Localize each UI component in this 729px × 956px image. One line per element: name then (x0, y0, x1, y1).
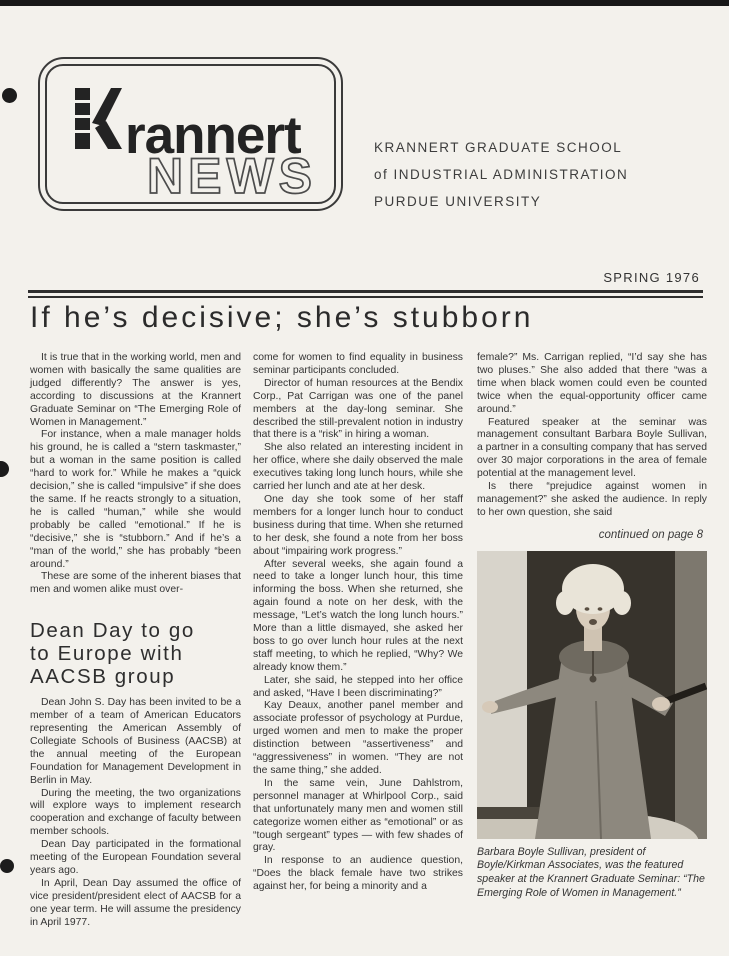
photo-caption: Barbara Boyle Sullivan, president of Boyle/Kirkman Associates, was the featured speaker at the Krannert Graduate Seminar: “The Emerging Role of Women in Management.” (477, 845, 705, 899)
hole-punch-mark (0, 461, 9, 477)
logo-news-outline (145, 146, 350, 206)
divider-rule (28, 290, 703, 298)
krannert-k-glyph (75, 88, 122, 149)
hole-punch-mark (2, 88, 17, 103)
article-paragraph: Dean John S. Day has been invited to be a member of a team of American Educators representing the American Assembly of Collegiate Schools of Business (AACSB) at the annual meeting of the European Foundation for Management Development in Berlin in May. (30, 697, 241, 786)
krannert-news-logo (38, 57, 343, 211)
article-paragraph: One day she took some of her staff members for a longer lunch hour to conduct business during that time. When she returned to her desk, she found a note from her boss about “impairing work progress.” (253, 493, 463, 557)
article-paragraph: Featured speaker at the seminar was management consultant Barbara Boyle Sullivan, a partner in a consulting company that has served over 30 major corporations in the area of female potential at the management level. (477, 416, 707, 480)
school-line: KRANNERT GRADUATE SCHOOL (374, 140, 623, 155)
column-2 (253, 352, 463, 894)
heading-line: to Europe with (30, 642, 184, 666)
article-paragraph: come for women to find equality in business seminar participants concluded. (253, 352, 463, 376)
school-line: of INDUSTRIAL ADMINISTRATION (374, 167, 629, 182)
article-paragraph: After several weeks, she again found a need to take a longer lunch hour, this time informing the boss. When she returned, she again found a note on her desk, with the message, “Let’s watch the long lunch hours.” More than a little dismayed, she asked her boss to go over lunch hour rules at the next staff meeting, to which he replied, “Why? We already know them.” (253, 558, 463, 673)
school-line: PURDUE UNIVERSITY (374, 194, 542, 209)
heading-line: AACSB group (30, 665, 176, 689)
article-paragraph: She also related an interesting incident in her office, where she daily observed the male executives taking long lunch hours, while she carried her lunch and ate at her desk. (253, 442, 463, 493)
heading-line: Dean Day to go (30, 619, 195, 643)
article-paragraph: In April, Dean Day assumed the office of vice president/president elect of AACSB for a one year term. He will assume the presidency in April 1977. (30, 877, 241, 928)
article-paragraph: In response to an audience question, “Does the black female have two strikes against her, for being a minority and a (253, 855, 463, 893)
logo-inner-border (45, 64, 336, 204)
article-paragraph: During the meeting, the two organizations will explore ways to implement research cooperation and exchange of faculty between member schools. (30, 787, 241, 838)
column-1 (30, 352, 241, 930)
continued-note: continued on page 8 (598, 528, 703, 541)
article-paragraph: Director of human resources at the Bendix Corp., Pat Carrigan was one of the panel members at the day-long seminar. She described the still-prevalent notion in industry that there is a “risk” in hiring a woman. (253, 377, 463, 441)
article-paragraph: Is there “prejudice against women in management?” she asked the audience. In reply to her own question, she said (477, 481, 707, 518)
article-paragraph: For instance, when a male manager holds his ground, he is called a “stern taskmaster,” but a woman in the same position is called “hard to work for.” While he makes a “quick decision,” she is called “impulsive” if she does the same. If he reacts strongly to a situation, he is called “human,” while she would probably be called “emotional.” If he is “decisive,” she is “stubborn.” And if he’s a “man of the world,” she has probably “been around.” (30, 429, 241, 570)
dean-day-heading (30, 619, 241, 688)
school-name-block (374, 134, 628, 215)
speaker-photo (477, 551, 707, 839)
article-paragraph: These are some of the inherent biases that men and women alike must over- (30, 571, 241, 596)
headline: If he’s decisive; she’s stubborn (30, 301, 534, 334)
column-3 (477, 352, 707, 900)
article-paragraph: It is true that in the working world, men and women with basically the same qualities are judged differently? The answer is yes, according to discussions at the Krannert Graduate Seminar on “The Emerging Role of Women in Management.” (30, 352, 241, 428)
issue-date: SPRING 1976 (603, 270, 700, 285)
article-paragraph: female?” Ms. Carrigan replied, “I’d say she has two pluses.” She also added that there “was a time when black women could even be counted twice when the equal-opportunity officer came around.” (477, 352, 707, 415)
article-paragraph: Later, she said, he stepped into her office and asked, “Have I been discriminating?” (253, 674, 463, 699)
svg-text:NEWS: NEWS (147, 148, 317, 204)
article-paragraph: In the same vein, June Dahlstrom, personnel manager at Whirlpool Corp., said that unfortunately many men and women still categorize women either as “emotional” or as “tough sergeant” types — with few shades of gray. (253, 777, 463, 854)
scan-edge-strip (0, 0, 729, 6)
article-paragraph: Kay Deaux, another panel member and associate professor of psychology at Purdue, urged women and men to make the proper distinction between “assertiveness” and “aggressiveness” in women. “They are not the same thing,” she added. (253, 700, 463, 776)
logo-title-rest: rannert (125, 106, 301, 165)
hole-punch-mark (0, 859, 14, 873)
article-paragraph: Dean Day participated in the formational meeting of the European Foundation several years ago. (30, 839, 241, 876)
